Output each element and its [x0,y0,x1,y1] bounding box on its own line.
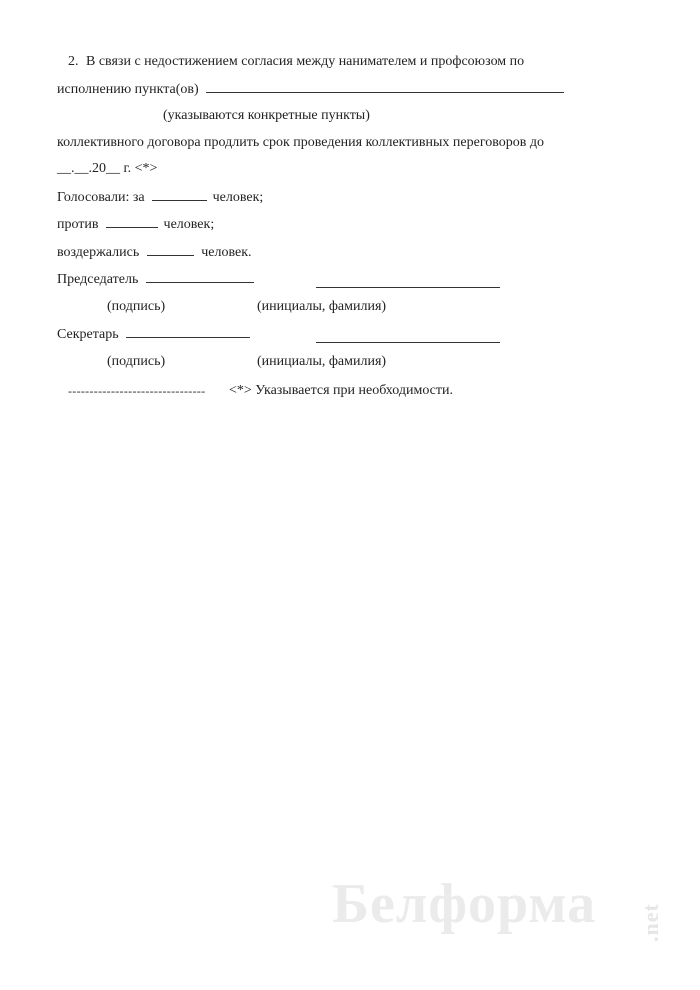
footnote-separator: -------------------------------- [68,384,206,398]
vote-for-label: Голосовали: за [57,190,145,205]
secretary-label: Секретарь [57,327,119,342]
points-hint: (указываются конкретные пункты) [163,108,370,123]
vote-against-unit: человек; [163,217,215,232]
secretary-signature-hint: (подпись) [107,354,166,369]
vote-for-unit: человек; [212,190,264,205]
chair-name-blank [316,275,500,288]
item-text-line-2: исполнению пункта(ов) [57,82,199,97]
chair-signature-blank [146,270,254,283]
item-2-line-2 [57,80,564,99]
item-text-line-3: коллективного договора продлить срок проведения коллективных переговоров до [57,135,544,150]
vote-against-blank [106,215,158,228]
footnote-text: <*> Указывается при необходимости. [229,383,453,398]
watermark-suffix: .net [638,903,663,942]
vote-abstained-row [57,243,252,262]
item-number: 2. [68,54,79,69]
vote-abstained-blank [147,243,194,256]
secretary-name-hint: (инициалы, фамилия) [257,354,387,369]
chair-label: Председатель [57,272,139,287]
secretary-signature-blank [126,325,250,338]
date-line: __.__.20__ г. <*> [57,161,158,176]
secretary-name-blank [316,330,500,343]
watermark-brand: Белформа [332,873,597,935]
vote-abstained-label: воздержались [57,245,140,260]
vote-abstained-unit: человек. [201,245,252,260]
vote-against-label: против [57,217,99,232]
chair-name-hint: (инициалы, фамилия) [257,299,387,314]
vote-for-blank [152,188,207,201]
item-2-line-1 [68,53,524,71]
vote-for-row [57,188,263,207]
vote-against-row [57,215,214,234]
secretary-row [57,325,250,344]
watermark-logo [332,872,663,942]
points-blank [206,80,564,93]
chair-row [57,270,254,289]
chair-signature-hint: (подпись) [107,299,166,314]
item-text-line-1: В связи с недостижением согласия между нанимателем и профсоюзом по [86,54,525,69]
